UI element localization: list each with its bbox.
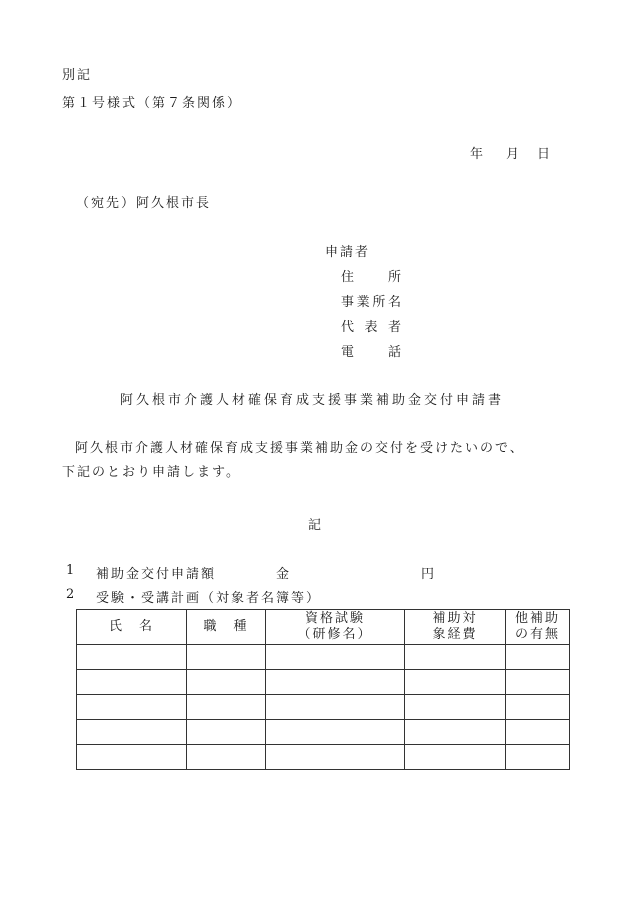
applicant-representative-label: 代表者 — [341, 320, 403, 335]
plan-table — [76, 609, 570, 770]
header-job-type — [187, 610, 266, 645]
job-type-cell[interactable] — [187, 720, 266, 745]
qualification-cell[interactable] — [266, 720, 405, 745]
item-2-number: 2 — [66, 587, 77, 602]
plan-table-header-row — [77, 610, 570, 645]
applicant-office-name-label: 事業所名 — [341, 295, 403, 310]
date-day-label: 日 — [537, 147, 553, 162]
job-type-cell[interactable] — [187, 645, 266, 670]
item-1-unit: 円 — [421, 567, 437, 582]
form-number: 第１号様式（第７条関係） — [62, 96, 243, 111]
eligible-cost-cell[interactable] — [405, 695, 506, 720]
table-row — [77, 745, 570, 770]
header-eligible-cost-line-1: 補助対 — [432, 611, 478, 626]
other-subsidy-cell[interactable] — [506, 645, 570, 670]
applicant-address-label: 住所 — [341, 270, 403, 285]
header-other-subsidy-line-1: 他補助 — [514, 611, 560, 626]
header-eligible-cost — [405, 610, 506, 645]
item-1-label: 補助金交付申請額 — [96, 567, 217, 582]
qualification-cell[interactable] — [266, 695, 405, 720]
date-month-label: 月 — [506, 147, 522, 162]
other-subsidy-cell[interactable] — [506, 720, 570, 745]
header-job-type-text: 職 種 — [203, 619, 249, 634]
name-cell[interactable] — [77, 670, 187, 695]
name-cell[interactable] — [77, 745, 187, 770]
header-qualification-line-2: （研修名） — [297, 627, 373, 642]
table-row — [77, 670, 570, 695]
ki-label: 記 — [308, 518, 324, 533]
applicant-phone-label: 電話 — [341, 345, 403, 360]
name-cell[interactable] — [77, 645, 187, 670]
request-body-line-1: 阿久根市介護人材確保育成支援事業補助金の交付を受けたいので、 — [75, 441, 525, 456]
table-row — [77, 695, 570, 720]
qualification-cell[interactable] — [266, 670, 405, 695]
other-subsidy-cell[interactable] — [506, 695, 570, 720]
header-qualification-line-1: 資格試験 — [304, 611, 365, 626]
item-1-currency-prefix: 金 — [276, 567, 292, 582]
job-type-cell[interactable] — [187, 695, 266, 720]
item-2-label: 受験・受講計画（対象者名簿等） — [96, 591, 322, 606]
header-other-subsidy — [506, 610, 570, 645]
request-body — [62, 437, 572, 485]
job-type-cell[interactable] — [187, 745, 266, 770]
header-name-text: 氏 名 — [108, 619, 154, 634]
header-name — [77, 610, 187, 645]
addressee: （宛先）阿久根市長 — [76, 196, 212, 211]
date-year-label: 年 — [470, 147, 486, 162]
applicant-title: 申請者 — [325, 245, 371, 260]
qualification-cell[interactable] — [266, 645, 405, 670]
annex-label: 別記 — [62, 68, 93, 83]
job-type-cell[interactable] — [187, 670, 266, 695]
table-row — [77, 645, 570, 670]
item-1-number: 1 — [66, 563, 77, 578]
plan-table-body — [77, 645, 570, 770]
eligible-cost-cell[interactable] — [405, 745, 506, 770]
eligible-cost-cell[interactable] — [405, 670, 506, 695]
eligible-cost-cell[interactable] — [405, 720, 506, 745]
header-eligible-cost-line-2: 象経費 — [432, 627, 478, 642]
other-subsidy-cell[interactable] — [506, 745, 570, 770]
other-subsidy-cell[interactable] — [506, 670, 570, 695]
header-other-subsidy-line-2: の有無 — [514, 627, 560, 642]
table-row — [77, 720, 570, 745]
name-cell[interactable] — [77, 720, 187, 745]
eligible-cost-cell[interactable] — [405, 645, 506, 670]
header-qualification — [266, 610, 405, 645]
document-title: 阿久根市介護人材確保育成支援事業補助金交付申請書 — [120, 393, 505, 408]
qualification-cell[interactable] — [266, 745, 405, 770]
request-body-line-2: 下記のとおり申請します。 — [62, 465, 241, 480]
name-cell[interactable] — [77, 695, 187, 720]
